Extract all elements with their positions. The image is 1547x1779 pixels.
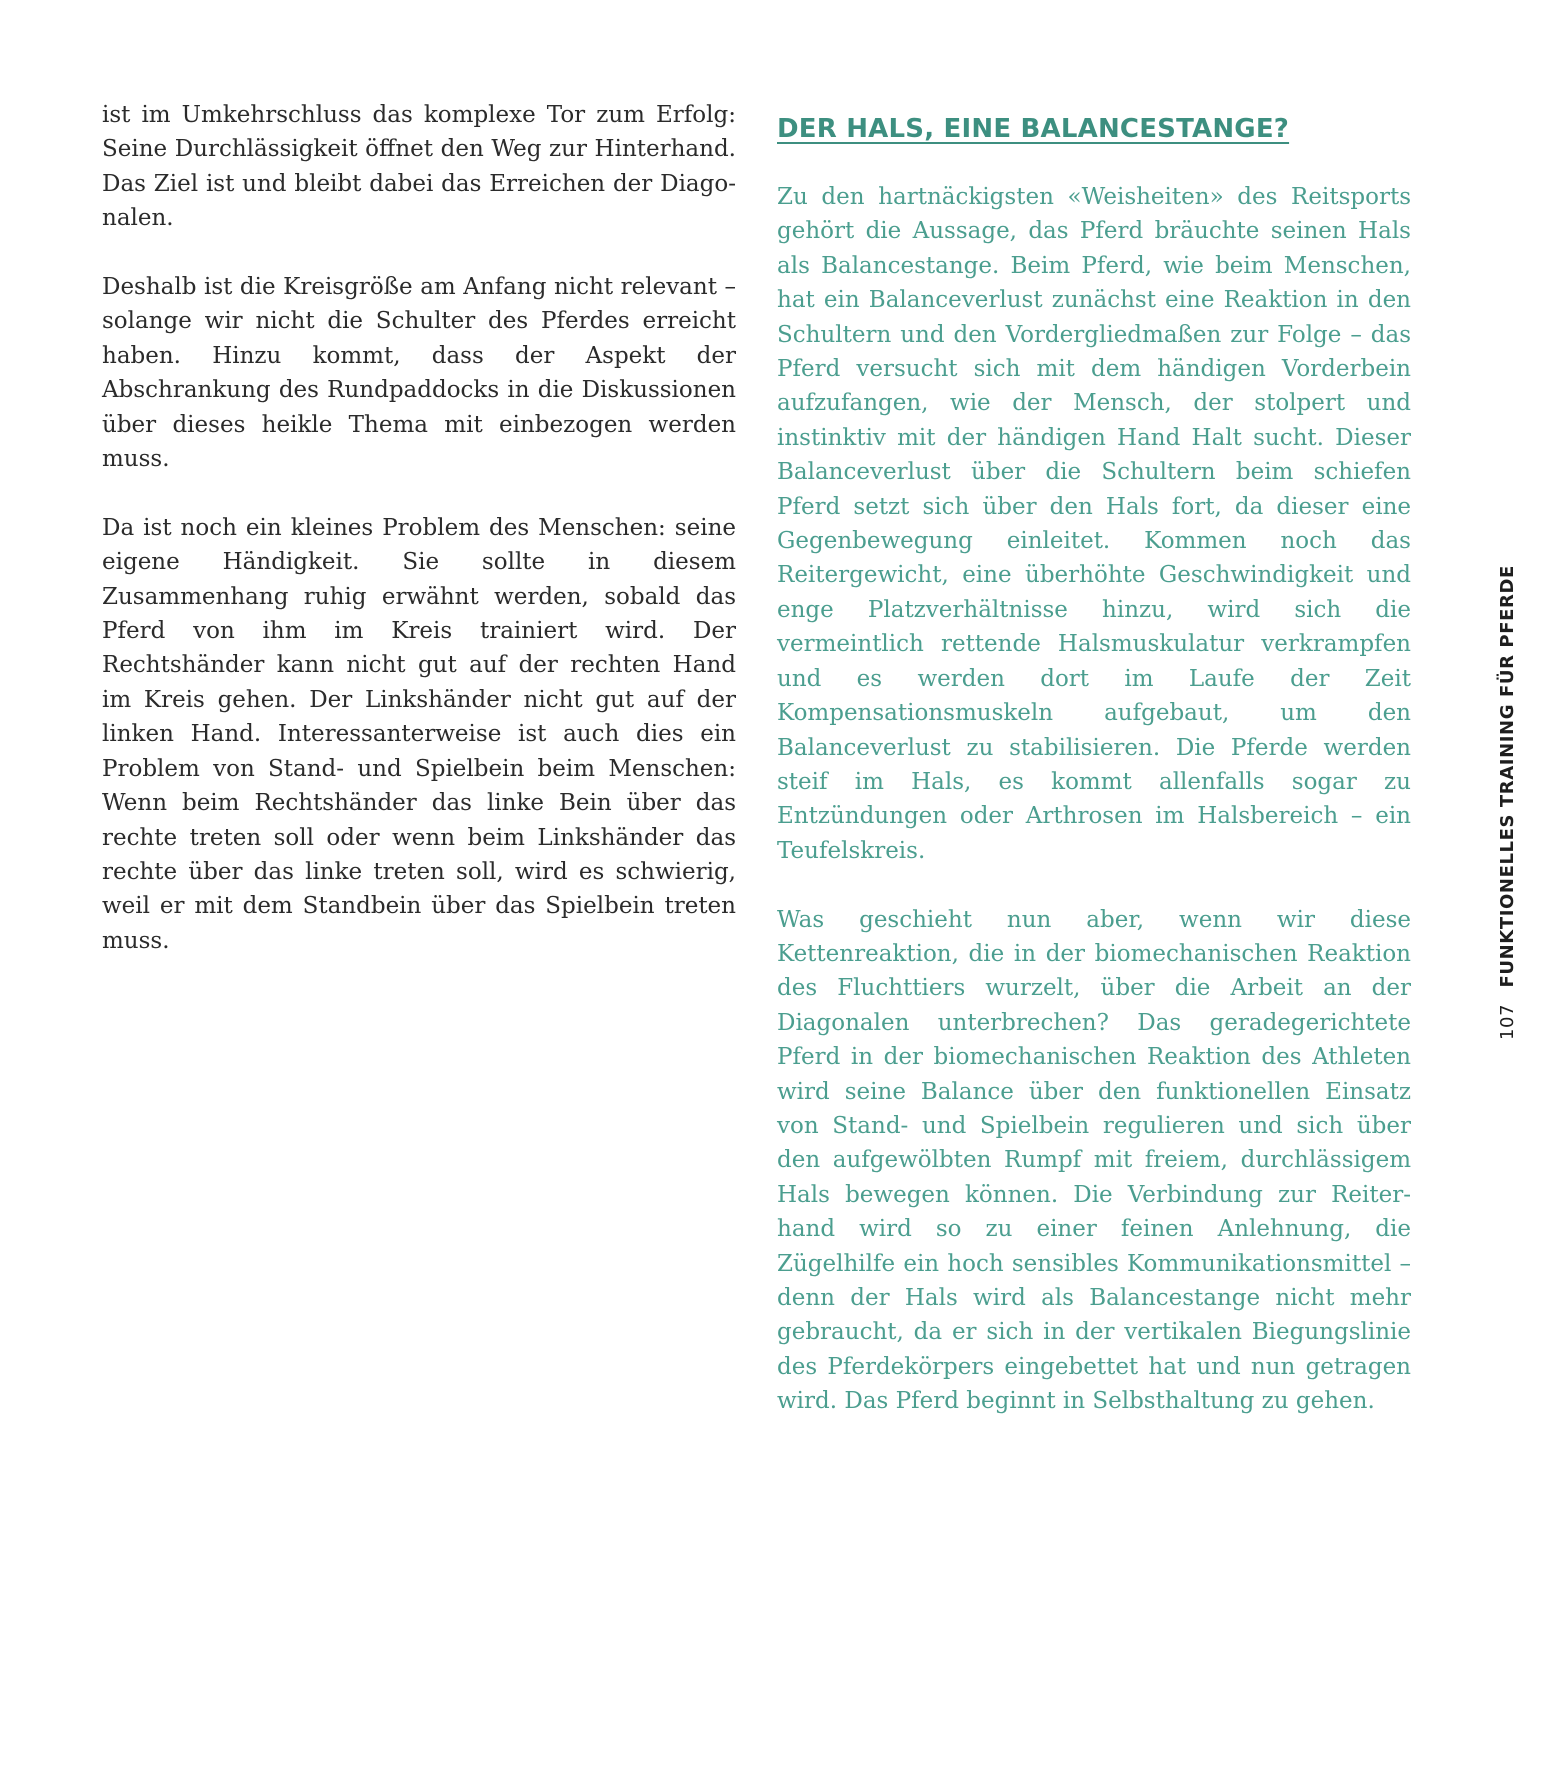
section-heading: DER HALS, EINE BALANCESTANGE?	[777, 114, 1290, 144]
body-paragraph: Da ist noch ein kleines Problem des Menschen: seine eigene Händigkeit. Sie sollte in diesem Zusammenhang ruhig erwähnt werden, sobald das Pferd von ihm im Kreis trainiert wird. Der Rechtshänder kann nicht gut auf der rechten Hand im Kreis gehen. Der Linkshänder nicht gut auf der linken Hand. Interessanterweise ist auch dies ein Problem von Stand- und Spielbein beim Menschen: Wenn beim Rechtshänder das linke Bein über das rechte treten soll oder wenn beim Linkshänder das rechte über das linke treten soll, wird es schwierig, weil er mit dem Standbein über das Spielbein treten muss.	[102, 514, 736, 954]
right-column	[777, 98, 1411, 1453]
highlighted-paragraph: Zu den hartnäckigsten «Weisheiten» des Reitsports gehört die Aussage, das Pferd bräuchte seinen Hals als Balancestange. Beim Pferd, wie beim Menschen, hat ein Balanceverlust zunächst eine Reaktion in den Schultern und den Vordergliedmaßen zur Folge – das Pferd versucht sich mit dem händigen Vorderbein aufzufangen, wie der Mensch, der stolpert und instinktiv mit der händigen Hand Halt sucht. Dieser Balanceverlust über die Schultern beim schiefen Pferd setzt sich über den Hals fort, da dieser eine Gegenbewegung einleitet. Kommen noch das Reitergewicht, eine überhöhte Geschwindigkeit und enge Platzverhältnisse hinzu, wird sich die vermeintlich rettende Halsmuskulatur verkrampfen und es werden dort im Laufe der Zeit Kompensationsmuskeln aufgebaut, um den Balanceverlust zu stabilisieren. Die Pferde werden steif im Hals, es kommt allenfalls sogar zu Entzündungen oder Arthrosen im Halsbereich – ein Teufelskreis.	[777, 184, 1411, 864]
chapter-title: FUNKTIONELLES TRAINING FÜR PFERDE	[1497, 565, 1518, 988]
page-number: 107	[1497, 1003, 1518, 1040]
left-column	[102, 98, 736, 993]
body-paragraph: Deshalb ist die Kreisgröße am Anfang nicht relevant – solange wir nicht die Schulter des Pferdes erreicht haben. Hinzu kommt, dass der Aspekt der Abschrankung des Rundpaddocks in die Diskussionen über dieses heikle Thema mit einbezogen werden muss.	[102, 274, 736, 473]
body-paragraph: ist im Umkehrschluss das komplexe Tor zum Erfolg: Seine Durchlässigkeit öffnet den Weg zur Hinterhand. Das Ziel ist und bleibt dabei das Erreichen der Diagonalen.	[102, 102, 736, 232]
highlighted-paragraph: Was geschieht nun aber, wenn wir diese Kettenreaktion, die in der biomechanischen Reaktion des Fluchttiers wurzelt, über die Arbeit an der Diagonalen unterbrechen? Das geradegerichtete Pferd in der biomechanischen Reaktion des Athleten wird seine Balance über den funktionellen Einsatz von Stand- und Spielbein regulieren und sich über den aufgewölbten Rumpf mit freiem, durchlässigem Hals bewegen können. Die Verbindung zur Reiterhand wird so zu einer feinen Anlehnung, die Zügelhilfe ein hoch sensibles Kommunikationsmittel – denn der Hals wird als Balancestange nicht mehr gebraucht, da er sich in der vertikalen Biegungslinie des Pferdekörpers eingebettet hat und nun getragen wird. Das Pferd beginnt in Selbsthaltung zu gehen.	[777, 906, 1411, 1415]
running-head	[1497, 565, 1519, 1040]
